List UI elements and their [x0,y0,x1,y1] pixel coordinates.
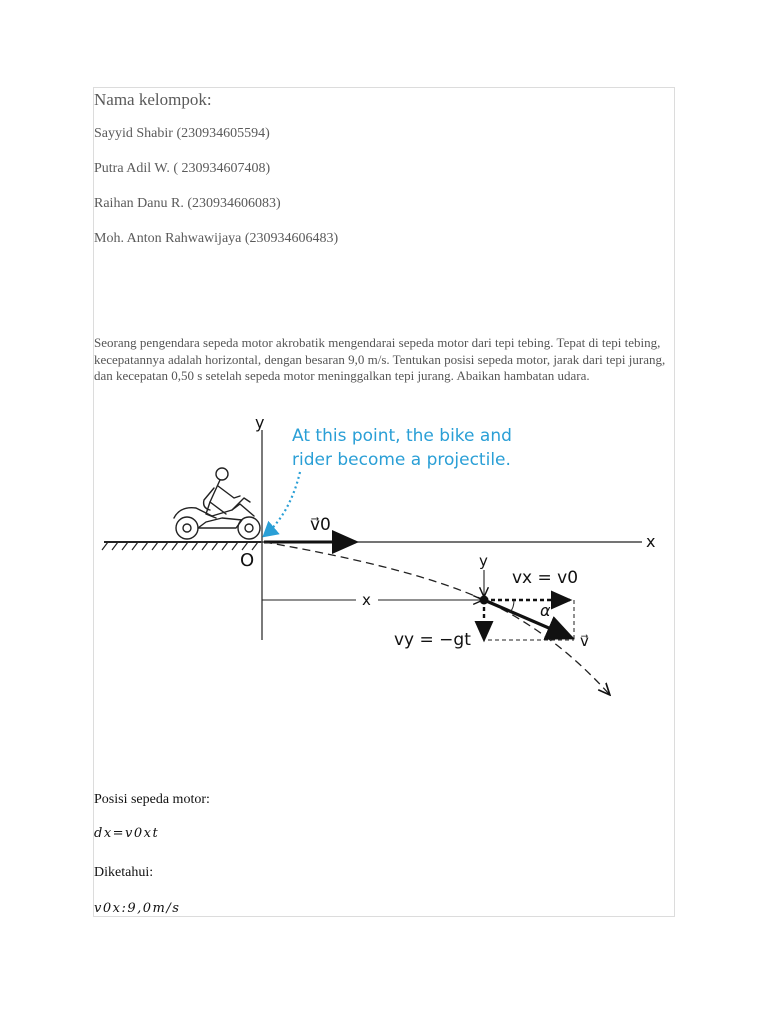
cliff-ground [102,542,261,550]
problem-statement: Seorang pengendara sepeda motor akrobatik mengendarai sepeda motor dari tepi tebing. Tepat di tepi tebing, kecepatannya adalah horizontal, dengan besaran 9,0 m/s. Tentukan posisi sepeda motor, jarak dari tepi jurang, dan kecepatan 0,50 s setelah sepeda motor meninggalkan tepi jurang. Abaikan hambatan udara. [94,335,666,383]
x-axis-label: x [646,532,656,551]
alpha-label: α [540,601,551,620]
motorcycle-rider-illustration [174,468,260,539]
y-axis-label: y [255,418,265,432]
member-2: Putra Adil W. ( 230934607408) [94,161,271,176]
member-4: Moh. Anton Rahwawijaya (230934606483) [94,231,339,246]
callout-line-2: rider become a projectile. [292,450,511,470]
position-formula: dx=v0xt [94,826,160,841]
callout-line-1: At this point, the bike and [292,426,512,446]
document-page [93,87,675,917]
x-distance-label: x [362,591,371,609]
origin-label: O [240,550,255,571]
vy-label: vy = −gt [394,630,471,650]
known-value: v0x:9,0m/s [94,901,181,916]
projectile-diagram [94,418,674,708]
v-label: v⃗ [580,632,589,650]
v0-label: v⃗0 [310,515,331,535]
member-1: Sayyid Shabir (230934605594) [94,126,270,141]
vx-label: vx = v0 [512,568,579,588]
v-vector [484,600,572,638]
known-heading: Diketahui: [94,865,154,880]
group-heading: Nama kelompok: [94,90,212,109]
position-heading: Posisi sepeda motor: [94,792,210,807]
callout-arrow [264,472,300,536]
trajectory-path [264,542,609,694]
y-drop-label: y [479,552,488,570]
member-3: Raihan Danu R. (230934606083) [94,196,281,211]
